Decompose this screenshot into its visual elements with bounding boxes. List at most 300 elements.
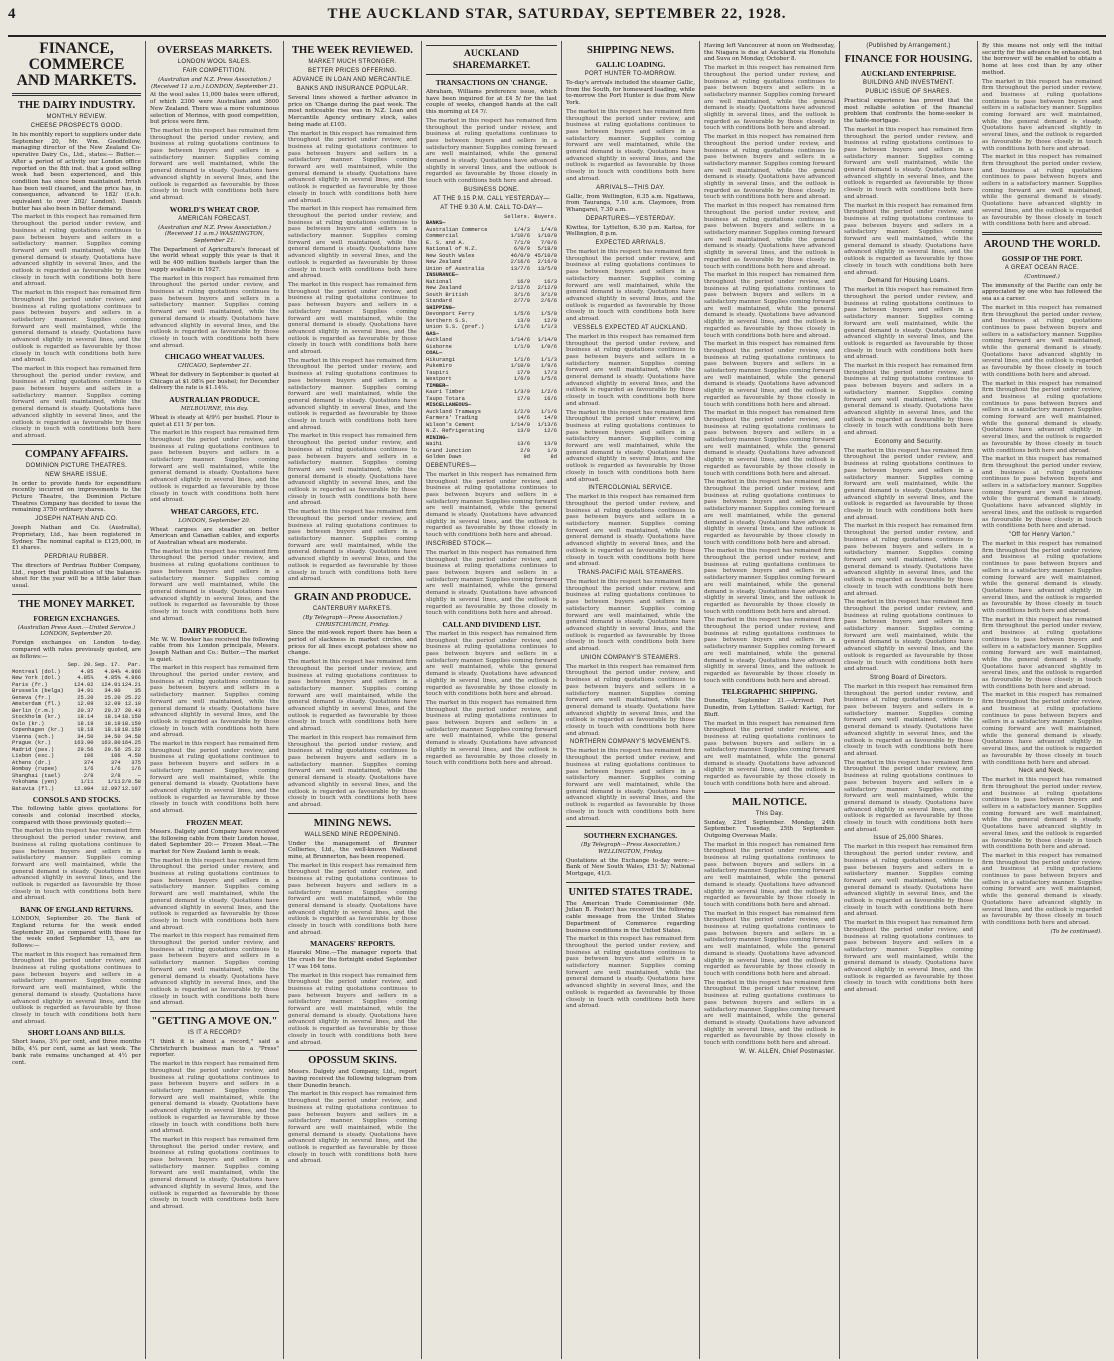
article-body: The market in this respect has remained firm throughout the period under review, and business at ruling quotations continues to pass between buyers and sellers in a satisfactory manner. Supplies coming forward are well maintained, while the general demand is steady. Quotations have advanced slightly in several lines, and the outlook is regarded as favourable by those closely in touch with conditions both here and abroad. xyxy=(426,549,557,617)
table-cell: 1/1/3 xyxy=(540,324,557,331)
table-cell: Grand Junction xyxy=(426,447,472,454)
call-heading: AT THE 9.15 P.M. CALL YESTERDAY— xyxy=(433,195,550,202)
table-cell: Hikurangi xyxy=(426,356,456,363)
table-cell: 1/13/6 xyxy=(537,421,557,428)
table-cell: 374 xyxy=(110,759,121,766)
table-cell: 1/14/0 xyxy=(510,421,531,428)
article-kicker: A GREAT OCEAN RACE. xyxy=(1004,264,1080,271)
table-cell: 12.09 xyxy=(77,701,94,708)
table-cell: Amsterdam (fl.) xyxy=(12,701,61,708)
article-body: Foreign exchanges on London to-day, compared with rates previously quoted, are as follows:— xyxy=(12,640,141,660)
article-body: The market in this respect has remained firm throughout the period under review, and business at ruling quotations continues to pass between buyers and sellers in a satisfactory manner. Supplies coming forward are well maintained, while the general demand is steady. Quotations have advanced slightly in several lines, and the outlook is regarded as favourable by those closely in touch with conditions both here and abroad. xyxy=(150,933,279,1007)
article-subtitle: MARKET MUCH STRONGER. xyxy=(308,59,397,65)
article-body: The market in this respect has remained firm throughout the period under review, and business at ruling quotations continues to pass between buyers and sellers in a satisfactory manner. Supplies coming forward are well maintained, while the general demand is steady. Quotations have advanced slightly in several lines, and the outlook is regarded as favourable by those closely in touch with conditions both here and abroad. xyxy=(426,699,557,767)
table-cell: Union of Australia xyxy=(426,265,485,272)
table-cell: 4.866 xyxy=(124,668,141,675)
table-cell: 17/3 xyxy=(544,369,557,376)
table-cell: Paris (fr.) xyxy=(12,681,48,688)
table-cell: 1/1/6 xyxy=(513,356,531,363)
table-cell: Standard xyxy=(426,298,452,305)
table-cell: 1/14/6 xyxy=(510,337,531,344)
article-body: The market in this respect has remained firm throughout the period under review, and business at ruling quotations continues to pass between buyers and sellers in a satisfactory manner. Supplies coming forward are well maintained, while the general demand is steady. Quotations have advanced slightly in several lines, and the outlook is regarded as favourable by those closely in touch with conditions both here and abroad. xyxy=(566,494,695,568)
table-cell: 2/8 xyxy=(110,772,121,779)
article-body: LONDON, September 20. The Bank of England returns for the week ended September 20, as compared with those for the week ended September 13, are as follows:— xyxy=(12,916,141,949)
article-body: The market in this respect has remained firm throughout the period under review, and business at ruling quotations continues to pass between buyers and sellers in a satisfactory manner. Supplies coming forward are well maintained, while the general demand is steady. Quotations have advanced slightly in several lines, and the outlook is regarded as favourable by those closely in touch with conditions both here and abroad. xyxy=(566,579,695,653)
column-housing xyxy=(840,41,978,1359)
table-cell: Devonport Ferry xyxy=(426,311,475,318)
article-body: The market in this respect has remained firm throughout the period under review, and business at ruling quotations continues to pass between buyers and sellers in a satisfactory manner. Supplies coming forward are well maintained, while the general demand is steady. Quotations have advanced slightly in several lines, and the outlook is regarded as favourable by those closely in touch with conditions both here and abroad. xyxy=(288,862,417,936)
article-body: The market in this respect has remained firm throughout the period under review, and business at ruling quotations continues to pass between buyers and sellers in a satisfactory manner. Supplies coming forward are well maintained, while the general demand is steady. Quotations have advanced slightly in several lines, and the outlook is regarded as favourable by those closely in touch with conditions both here and abroad. xyxy=(12,365,141,439)
table-cell: 16/6 xyxy=(544,395,557,402)
table-cell: Prague (kr.) xyxy=(12,740,51,747)
article-title: DAIRY PRODUCE. xyxy=(182,625,247,635)
table-cell: 1/2/0 xyxy=(513,408,531,415)
table-cell: 20.37 xyxy=(104,707,121,714)
table-section-label: GAS— xyxy=(426,330,439,337)
article-body: The market in this respect has remained firm throughout the period under review, and business at ruling quotations continues to pass between buyers and sellers in a satisfactory manner. Supplies coming forward are well maintained, while the general demand is steady. Quotations have advanced slightly in several lines, and the outlook is regarded as favourable by those closely in touch with conditions both here and abroad. xyxy=(844,126,973,200)
article-body: Wheat is steady at 4/9½ per bushel. Flour is quiet at £11 5/ per ton. xyxy=(150,414,279,428)
section-heading: Demand for Housing Loans. xyxy=(867,278,950,285)
article-body: Mr. W. W. Bowker has received the following cable from his London principals, Messrs. Joseph Nathan and Co.: Butter.—The market is quiet. xyxy=(150,636,279,663)
table-cell: 1/2/6 xyxy=(540,389,557,396)
article-body: The Department of Agriculture's forecast of the world wheat supply this year is that it will be 400 million bushels larger than the supply available in 1927. xyxy=(150,246,279,273)
article-body: The market in this respect has remained firm throughout the period under review, and business at ruling quotations continues to pass between buyers and sellers in a satisfactory manner. Supplies coming forward are well maintained, while the general demand is steady. Quotations have advanced slightly in several lines, and the outlook is regarded as favourable by those closely in touch with conditions both here and abroad. xyxy=(704,548,835,615)
table-cell: 12.10 xyxy=(124,701,141,708)
table-header-row: Sep. 20. Sep. 17. Par. xyxy=(67,662,141,669)
table-cell: 13/6 xyxy=(517,441,531,448)
section-heading: Neck and Neck. xyxy=(1018,768,1066,775)
table-cell: 7/0/6 xyxy=(540,239,557,246)
article-kicker: FAIR COMPETITION. xyxy=(182,68,247,74)
table-cell: 2/0 xyxy=(520,447,531,454)
article-title: WORLD'S WHEAT CROP. xyxy=(169,204,260,214)
page-number: 4 xyxy=(8,6,16,22)
table-row xyxy=(12,786,141,793)
table-cell: 374 xyxy=(83,759,94,766)
article-body: The market in this respect has remained firm throughout the period under review, and business at ruling quotations continues to pass between buyers and sellers in a satisfactory manner. Supplies coming forward are well maintained, while the general demand is steady. Quotations have advanced slightly in several lines, and the outlook is regarded as favourable by those closely in touch with conditions both here and abroad. xyxy=(844,363,973,437)
table-cell: 4.50 xyxy=(128,753,141,760)
article-body: The market in this respect has remained firm throughout the period under review, and business at ruling quotations continues to pass between buyers and sellers in a satisfactory manner. Supplies coming forward are well maintained, while the general demand is steady. Quotations have advanced slightly in several lines, and the outlook is regarded as favourable by those closely in touch with conditions both here and abroad. xyxy=(566,333,695,407)
table-cell: 1/1/6 xyxy=(540,408,557,415)
table-cell: 18.159 xyxy=(121,720,141,727)
article-body: The market in this respect has remained firm throughout the period under review, and business at ruling quotations continues to pass between buyers and sellers in a satisfactory manner. Supplies coming forward are well maintained, while the general demand is steady. Quotations have advanced slightly in several lines, and the outlook is regarded as favourable by those closely in touch with conditions both here and abroad. xyxy=(566,108,695,182)
article-body: The market in this respect has remained firm throughout the period under review, and business at ruling quotations continues to pass between buyers and sellers in a satisfactory manner. Supplies coming forward are well maintained, while the general demand is steady. Quotations have advanced slightly in several lines, and the outlook is regarded as favourable by those closely in touch with conditions both here and abroad. xyxy=(704,479,835,546)
article-subtitle: SHORT LOANS AND BILLS. xyxy=(27,1028,126,1038)
article-title: MINING NEWS. xyxy=(313,817,392,829)
article-body: The market in this respect has remained firm throughout the period under review, and business at ruling quotations continues to pass between buyers and sellers in a satisfactory manner. Supplies coming forward are well maintained, while the general demand is steady. Quotations have advanced slightly in several lines, and the outlook is regarded as favourable by those closely in touch with conditions both here and abroad. xyxy=(426,630,557,698)
article-body: Kiwitea, for Lyttelton, 6.30 p.m. Kaitoa, for Wellington, 8 p.m. xyxy=(566,224,695,238)
article-body: The immensity of the Pacific can only be appreciated by one who has followed the sea as a career. xyxy=(982,282,1102,303)
table-cell: Geneva (fr.) xyxy=(12,694,51,701)
article-subtitle: GALLIC LOADING. xyxy=(595,60,666,69)
article-kicker: PUBLIC ISSUE OF SHARES. xyxy=(865,89,952,95)
table-cell: 14/0 xyxy=(544,415,557,422)
article-body: "I think it is about a record," said a Christchurch business man to a "Press" reporter. xyxy=(150,1039,279,1059)
continued-label: (To be continued). xyxy=(1050,928,1102,935)
column-week-reviewed xyxy=(284,41,422,1359)
article-body: Quotations at the Exchange to-day were:— Bank of New South Wales, £51 5/; National Mortgage, 41/3. xyxy=(566,857,695,878)
table-cell: 1/11 xyxy=(80,779,94,786)
article-body: The market in this respect has remained firm throughout the period under review, and business at ruling quotations continues to pass between buyers and sellers in a satisfactory manner. Supplies coming forward are well maintained, while the general demand is steady. Quotations have advanced slightly in several lines, and the outlook is regarded as favourable by those closely in touch with conditions both here and abroad. xyxy=(150,1061,279,1135)
article-body: The market in this respect has remained firm throughout the period under review, and business at ruling quotations continues to pass between buyers and sellers in a satisfactory manner. Supplies coming forward are well maintained, while the general demand is steady. Quotations have advanced slightly in several lines, and the outlook is regarded as favourable by those closely in touch with conditions both here and abroad. xyxy=(288,206,417,280)
article-kicker: PORT HUNTER TO-MORROW. xyxy=(584,71,677,77)
table-cell: New York (dol.) xyxy=(12,675,61,682)
table-cell: Brussels (belga) xyxy=(12,688,64,695)
article-body: The market in this respect has remained firm throughout the period under review, and business at ruling quotations continues to pass between buyers and sellers in a satisfactory manner. Supplies coming forward are well maintained, while the general demand is steady. Quotations have advanced slightly in several lines, and the outlook is regarded as favourable by those closely in touch with conditions both here and abroad. xyxy=(844,683,973,757)
table-cell: 7/1/0 xyxy=(513,239,531,246)
table-cell: 12.09 xyxy=(104,701,121,708)
table-cell: 13/0 xyxy=(517,317,531,324)
article-kicker: NEW SHARE ISSUE. xyxy=(45,471,108,478)
article-body: The market in this respect has remained firm throughout the period under review, and business at ruling quotations continues to pass between buyers and sellers in a satisfactory manner. Supplies coming forward are well maintained, while the general demand is steady. Quotations have advanced slightly in several lines, and the outlook is regarded as favourable by those closely in touch with conditions both here and abroad. xyxy=(288,972,417,1046)
table-cell: 163.90 xyxy=(74,740,94,747)
table-cell: 1/5/0 xyxy=(540,311,557,318)
article-body: The market in this respect has remained firm throughout the period under review, and business at ruling quotations continues to pass between buyers and sellers in a satisfactory manner. Supplies coming forward are well maintained, while the general demand is steady. Quotations have advanced slightly in several lines, and the outlook is regarded as favourable by those closely in touch with conditions both here and abroad. xyxy=(566,748,695,822)
article-subtitle: WALLSEND MINE REOPENING. xyxy=(304,831,401,838)
article-body: The market in this respect has remained firm throughout the period under review, and business at ruling quotations continues to pass between buyers and sellers in a satisfactory manner. Supplies coming forward are well maintained, while the general demand is steady. Quotations have advanced slightly in several lines, and the outlook is regarded as favourable by those closely in touch with conditions both here and abroad. xyxy=(150,548,279,622)
article-body: The market in this respect has remained firm throughout the period under review, and business at ruling quotations continues to pass between buyers and sellers in a satisfactory manner. Supplies coming forward are well maintained, while the general demand is steady. Quotations have advanced slightly in several lines, and the outlook is regarded as favourable by those closely in touch with conditions both here and abroad. xyxy=(704,979,835,1047)
column-shipping xyxy=(562,41,700,1359)
table-cell: Taupiri xyxy=(426,369,449,376)
section-heading: VESSELS EXPECTED AT AUCKLAND. xyxy=(573,324,688,331)
table-cell: Vienna (sch.) xyxy=(12,733,55,740)
table-cell: Batavia (fl.) xyxy=(12,785,55,792)
article-body: The market in this respect has remained firm throughout the period under review, and business at ruling quotations continues to pass between buyers and sellers in a satisfactory manner. Supplies coming forward are well maintained, while the general demand is steady. Quotations have advanced slightly in several lines, and the outlook is regarded as favourable by those closely in touch with conditions both here and abroad. xyxy=(12,290,141,364)
article-body: Abraham, Williams preference issue, which have been inquired for at £4 5/ for the last couple of weeks, changed hands at the call this morning at £4 7/. xyxy=(426,89,557,116)
article-title: AROUND THE WORLD. xyxy=(983,238,1101,250)
article-body: At the wool sales 11,000 bales were offered, of which 2300 were Australian and 3600 New Zealand. There was a more voluminous selection of Merinos, with good competition, but prices were firm. xyxy=(150,92,279,126)
table-cell: 18.14 xyxy=(104,714,121,721)
table-cell: 2/12/0 xyxy=(537,285,557,292)
article-body: The market in this respect has remained firm throughout the period under review, and business at ruling quotations continues to pass between buyers and sellers in a satisfactory manner. Supplies coming forward are well maintained, while the general demand is steady. Quotations have advanced slightly in several lines, and the outlook is regarded as favourable by those closely in touch with conditions both here and abroad. xyxy=(982,456,1102,530)
article-subtitle: This Day. xyxy=(755,810,784,817)
article-title: MANAGERS' REPORTS. xyxy=(310,939,395,949)
table-cell: 34.91 xyxy=(77,688,94,695)
table-cell: 2/6/6 xyxy=(540,298,557,305)
article-body: The market in this respect has remained firm throughout the period under review, and business at ruling quotations continues to pass between buyers and sellers in a satisfactory manner. Supplies coming forward are well maintained, while the general demand is steady. Quotations have advanced slightly in several lines, and the outlook is regarded as favourable by those closely in touch with conditions both here and abroad. xyxy=(288,130,417,204)
table-cell: 34.50 xyxy=(77,733,94,740)
table-cell: 4.85 xyxy=(80,668,94,675)
article-body: The market in this respect has remained firm throughout the period under review, and business at ruling quotations continues to pass between buyers and sellers in a satisfactory manner. Supplies coming forward are well maintained, while the general demand is steady. Quotations have advanced slightly in several lines, and the outlook is regarded as favourable by those closely in touch with conditions both here and abroad. xyxy=(12,951,141,1025)
table-row xyxy=(12,727,141,734)
table-cell: 106 xyxy=(110,753,121,760)
article-body: Hauraki Mine.—The manager reports that the crush for the fortnight ended September 17 was 164 tons. xyxy=(288,950,417,970)
article-title: THE WEEK REVIEWED. xyxy=(292,45,413,56)
article-title: FROZEN MEAT. xyxy=(186,817,243,827)
article-body: Joseph Nathan and Co. (Australia), Proprietary, Ltd., has been registered in Sydney. The nominal capital is £125,000, in £1 shares. xyxy=(12,525,141,552)
table-section: DEBENTURES— xyxy=(426,462,477,469)
article-subtitle: TRANSACTIONS ON 'CHANGE. xyxy=(435,78,548,87)
article-body: The market in this respect has remained firm throughout the period under review, and business at ruling quotations continues to pass between buyers and sellers in a satisfactory manner. Supplies coming forward are well maintained, while the general demand is steady. Quotations have advanced slightly in several lines, and the outlook is regarded as favourable by those closely in touch with conditions both here and abroad. xyxy=(982,380,1102,454)
table-cell: South British xyxy=(426,291,469,298)
article-body: Short loans, 3½ per cent, and three months bills, 4¼ per cent, same as last week. The bank rate remains unchanged at 4½ per cent. xyxy=(12,1039,141,1066)
article-body: Wheat cargoes are steadier on better American and Canadian cables, and exports of Australian wheat are moderate. xyxy=(150,526,279,547)
article-title: OVERSEAS MARKETS. xyxy=(157,45,272,56)
share-rows xyxy=(426,220,557,461)
article-kicker: BUILDING AND INVESTMENT. xyxy=(863,80,954,86)
table-cell: 6/0/0 xyxy=(513,246,531,253)
section-heading: TRANS-PACIFIC MAIL STEAMERS. xyxy=(577,570,684,576)
table-cell: N.Z. Refrigerating xyxy=(426,428,485,435)
table-cell: Shanghai (tael) xyxy=(12,772,61,779)
table-cell: 13/5/0 xyxy=(537,265,557,272)
table-cell: Bombay (rupee) xyxy=(12,766,58,773)
table-cell: 5/18/0 xyxy=(537,246,557,253)
article-body: The market in this respect has remained firm throughout the period under review, and business at ruling quotations continues to pass between buyers and sellers in a satisfactory manner. Supplies coming forward are well maintained, while the general demand is steady. Quotations have advanced slightly in several lines, and the outlook is regarded as favourable by those closely in touch with conditions both here and abroad. xyxy=(844,202,973,276)
table-cell: 20.37 xyxy=(77,707,94,714)
table-cell: 46/0/0 xyxy=(510,252,531,259)
article-title: THE MONEY MARKET. xyxy=(18,598,135,610)
dateline: (Australian and N.Z. Press Association.) (Received 11 a.m.) LONDON, September 21. xyxy=(150,77,278,90)
table-cell: 1/10/6 xyxy=(510,233,531,240)
table-cell: 12.107 xyxy=(121,785,141,792)
table-cell: Lisbon (esc.) xyxy=(12,753,55,760)
article-body: The market in this respect has remained firm throughout the period under review, and business at ruling quotations continues to pass between buyers and sellers in a satisfactory manner. Supplies coming forward are well maintained, while the general demand is steady. Quotations have advanced slightly in several lines, and the outlook is regarded as favourable by those closely in touch with conditions both here and abroad. xyxy=(566,936,695,1010)
article-title: CHICAGO WHEAT VALUES. xyxy=(164,352,265,362)
dateline: MELBOURNE, this day. xyxy=(180,406,249,413)
call-heading: AT THE 9.30 A.M. CALL TO-DAY— xyxy=(440,204,543,211)
table-cell: 4.84⅞ xyxy=(104,668,121,675)
article-kicker: BANKS AND INSURANCE POPULAR. xyxy=(296,86,409,92)
article-body: Wheat for delivery in September is quoted at Chicago at $1.08⅝ per bushel; for December delivery the rate is $1.14⅛. xyxy=(150,372,279,392)
article-body: Messrs. Dalgety and Company have received the following cable from their London house, dated September 20:— Frozen Meat.—The market for New Zealand lamb is weak. xyxy=(150,828,279,855)
article-body: The market in this respect has remained firm throughout the period under review, and business at ruling quotations continues to pass between buyers and sellers in a satisfactory manner. Supplies coming forward are well maintained, while the general demand is steady. Quotations have advanced slightly in several lines, and the outlook is regarded as favourable by those closely in touch with conditions both here and abroad. xyxy=(982,616,1102,690)
article-body: The market in this respect has remained firm throughout the period under review, and business at ruling quotations continues to pass between buyers and sellers in a satisfactory manner. Supplies coming forward are well maintained, while the general demand is steady. Quotations have advanced slightly in several lines, and the outlook is regarded as favourable by those closely in touch with conditions both here and abroad. xyxy=(704,910,835,977)
table-section-label: MINING— xyxy=(426,434,449,441)
table-cell: 106 xyxy=(83,753,94,760)
article-body: The market in this respect has remained firm throughout the period under review, and business at ruling quotations continues to pass between buyers and sellers in a satisfactory manner. Supplies coming forward are well maintained, while the general demand is steady. Quotations have advanced slightly in several lines, and the outlook is regarded as favourable by those closely in touch with conditions both here and abroad. xyxy=(982,777,1102,851)
section-headline: FINANCE, COMMERCE AND MARKETS. xyxy=(16,41,137,89)
article-body: The American Trade Commissioner (Mr. Julian B. Foster) has received the following cable message from the United States Department of Commerce regarding business conditions in the United States. xyxy=(566,900,695,934)
columns xyxy=(8,41,1106,1359)
table-cell: 1/9/6 xyxy=(540,363,557,370)
article-subtitle: AMERICAN FORECAST. xyxy=(178,215,251,222)
article-subtitle: CONSOLS AND STOCKS. xyxy=(32,795,121,805)
dateline: CHICAGO, September 21. xyxy=(177,363,252,370)
share-table xyxy=(426,214,557,461)
table-cell: 18.19 xyxy=(77,720,94,727)
article-subtitle: MONTHLY REVIEW. xyxy=(46,114,107,120)
table-cell: 12/9 xyxy=(544,317,557,324)
article-title: GRAIN AND PRODUCE. xyxy=(294,591,411,603)
table-cell: 14/6 xyxy=(517,415,531,422)
table-cell: Auckland Tramways xyxy=(426,408,481,415)
table-row xyxy=(426,454,557,461)
table-cell: 13/7/6 xyxy=(510,265,531,272)
article-body: The following table gives quotations for consols and colonial inscribed stocks, compared with those previously quoted:— xyxy=(12,806,141,826)
table-section-label: BANKS— xyxy=(426,220,446,227)
article-body: The market in this respect has remained firm throughout the period under review, and business at ruling quotations continues to pass between buyers and sellers in a satisfactory manner. Supplies coming forward are well maintained, while the general demand is steady. Quotations have advanced slightly in several lines, and the outlook is regarded as favourable by those closely in touch with conditions both here and abroad. xyxy=(288,357,417,431)
table-cell: Gisborne xyxy=(426,343,452,350)
table-cell: Northern S.S. xyxy=(426,317,469,324)
section-heading: Issue of 25,000 Shares. xyxy=(873,835,944,842)
table-cell: National of N.Z. xyxy=(426,246,478,253)
table-cell: Montreal (dol.) xyxy=(12,668,61,675)
article-body: The market in this respect has remained firm throughout the period under review, and business at ruling quotations continues to pass between buyers and sellers in a satisfactory manner. Supplies coming forward are well maintained, while the general demand is steady. Quotations have advanced slightly in several lines, and the outlook is regarded as favourable by those closely in touch with conditions both here and abroad. xyxy=(844,844,973,918)
table-cell: 4.85⅞ xyxy=(77,675,94,682)
article-title: UNITED STATES TRADE. xyxy=(568,886,693,898)
table-cell: 35 xyxy=(134,688,141,695)
table-cell: 1/3/0 xyxy=(513,389,531,396)
article-title: SOUTHERN EXCHANGES. xyxy=(583,831,678,841)
table-cell: 18.14 xyxy=(77,714,94,721)
table-cell: 18.18 xyxy=(77,727,94,734)
table-cell: 1/6/0 xyxy=(513,376,531,383)
table-cell: 4.85⅝ xyxy=(104,675,121,682)
table-cell: 13/0 xyxy=(544,441,557,448)
column-sharemarket xyxy=(422,41,562,1359)
article-body: The market in this respect has remained firm throughout the period under review, and business at ruling quotations continues to pass between buyers and sellers in a satisfactory manner. Supplies coming forward are well maintained, while the general demand is steady. Quotations have advanced slightly in several lines, and the outlook is regarded as favourable by those closely in touch with conditions both here and abroad. xyxy=(704,841,835,908)
article-title: COMPANY AFFAIRS. xyxy=(24,448,129,460)
article-body: The market in this respect has remained firm throughout the period under review, and business at ruling quotations continues to pass between buyers and sellers in a satisfactory manner. Supplies coming forward are well maintained, while the general demand is steady. Quotations have advanced slightly in several lines, and the outlook is regarded as favourable by those closely in touch with conditions both here and abroad. xyxy=(982,304,1102,378)
article-title: THE DAIRY INDUSTRY. xyxy=(17,100,136,111)
article-body: The market in this respect has remained firm throughout the period under review, and business at ruling quotations continues to pass between buyers and sellers in a satisfactory manner. Supplies coming forward are well maintained, while the general demand is steady. Quotations have advanced slightly in several lines, and the outlook is regarded as favourable by those closely in touch with conditions both here and abroad. xyxy=(844,447,973,521)
article-body: The market in this respect has remained firm throughout the period under review, and business at ruling quotations continues to pass between buyers and sellers in a satisfactory manner. Supplies coming forward are well maintained, while the general demand is steady. Quotations have advanced slightly in several lines, and the outlook is regarded as favourable by those closely in touch with conditions both here and abroad. xyxy=(704,617,835,684)
article-body: The market in this respect has remained firm throughout the period under review, and business at ruling quotations continues to pass between buyers and sellers in a satisfactory manner. Supplies coming forward are well maintained, while the general demand is steady. Quotations have advanced slightly in several lines, and the outlook is regarded as favourable by those closely in touch with conditions both here and abroad. xyxy=(704,410,835,477)
table-cell: Westport xyxy=(426,376,452,383)
article-body: The market in this respect has remained firm throughout the period under review, and business at ruling quotations continues to pass between buyers and sellers in a satisfactory manner. Supplies coming forward are well maintained, while the general demand is steady. Quotations have advanced slightly in several lines, and the outlook is regarded as favourable by those closely in touch with conditions both here and abroad. xyxy=(844,920,973,994)
article-body: The market in this respect has remained firm throughout the period under review, and business at ruling quotations continues to pass between buyers and sellers in a satisfactory manner. Supplies coming forward are well maintained, while the general demand is steady. Quotations have advanced slightly in several lines, and the outlook is regarded as favourable by those closely in touch with conditions both here and abroad. xyxy=(288,433,417,507)
table-cell: 2/16/6 xyxy=(510,259,531,266)
article-body: Several lines showed a further advance in price on 'Change during the past week. The most noticeable rise was in N.Z. Loan and Mercantile Agency ordinary stock, sales being made at £105. xyxy=(288,95,417,128)
section-heading: ARRIVALS—THIS DAY. xyxy=(596,184,665,191)
article-title: SHIPPING NEWS. xyxy=(587,45,674,56)
table-cell: Athens (dr.) xyxy=(12,759,51,766)
table-cell: 1/5/6 xyxy=(513,311,531,318)
table-cell: Stockholm (kr.) xyxy=(12,714,61,721)
table-cell: 18.159 xyxy=(121,727,141,734)
dateline: (Australian Press Assn.—United Service.) LONDON, September 20. xyxy=(17,624,136,638)
article-subtitle: AUCKLAND ENTERPRISE. xyxy=(860,69,956,78)
exchange-rows xyxy=(12,669,141,793)
table-row xyxy=(12,714,141,721)
table-cell: Berlin (r.m.) xyxy=(12,707,55,714)
article-body: The market in this respect has remained firm throughout the period under review, and business at ruling quotations continues to pass between buyers and sellers in a satisfactory manner. Supplies coming forward are well maintained, while the general demand is steady. Quotations have advanced slightly in several lines, and the outlook is regarded as favourable by those closely in touch with conditions both here and abroad. xyxy=(150,1136,279,1210)
article-subtitle: FOREIGN EXCHANGES. xyxy=(33,613,120,623)
table-cell: 16/3 xyxy=(544,278,557,285)
article-title: AUSTRALIAN PRODUCE. xyxy=(169,395,260,405)
table-cell: 18.18 xyxy=(104,727,121,734)
article-subtitle: BANK OF ENGLAND RETURNS. xyxy=(20,905,133,915)
exchange-table xyxy=(12,662,141,792)
table-cell: New Zealand xyxy=(426,285,462,292)
table-cell: 4.866 xyxy=(124,675,141,682)
article-body: The market in this respect has remained firm throughout the period under review, and business at ruling quotations continues to pass between buyers and sellers in a satisfactory manner. Supplies coming forward are well maintained, while the general demand is steady. Quotations have advanced slightly in several lines, and the outlook is regarded as favourable by those closely in touch with conditions both here and abroad. xyxy=(150,275,279,349)
table-cell: 1/6 xyxy=(83,766,94,773)
column-overseas xyxy=(146,41,284,1359)
table-cell: 17/9 xyxy=(517,369,531,376)
table-cell: 12/6 xyxy=(544,428,557,435)
table-cell: Kauri Timber xyxy=(426,389,465,396)
table-cell: 2/7/0 xyxy=(513,298,531,305)
table-cell: Union S.S. (pref.) xyxy=(426,324,485,331)
article-body: The market in this respect has remained firm throughout the period under review, and business at ruling quotations continues to pass between buyers and sellers in a satisfactory manner. Supplies coming forward are well maintained, while the general demand is steady. Quotations have advanced slightly in several lines, and the outlook is regarded as favourable by those closely in touch with conditions both here and abroad. xyxy=(844,759,973,833)
table-cell: 8d xyxy=(550,454,557,461)
table-cell: 1/5/6 xyxy=(540,376,557,383)
article-body: The market in this respect has remained firm throughout the period under review, and business at ruling quotations continues to pass between buyers and sellers in a satisfactory manner. Supplies coming forward are well maintained, while the general demand is steady. Quotations have advanced slightly in several lines, and the outlook is regarded as favourable by those closely in touch with conditions both here and abroad. xyxy=(288,659,417,733)
article-subtitle: PERDRIAU RUBBER. xyxy=(44,553,109,560)
table-cell: 34.50 xyxy=(104,733,121,740)
table-cell: 2/12/6 xyxy=(510,285,531,292)
article-body: To-day's arrivals included the steamer Gallic, from the South, for homeward loading, while to-morrow the Port Hunter is due from New York. xyxy=(566,80,695,107)
table-cell: 1/1/0 xyxy=(513,343,531,350)
column-around-the-world xyxy=(978,41,1106,1359)
dateline: (Australian and N.Z. Press Association.) (Received 11 a.m.) WASHINGTON, September 21. xyxy=(158,224,271,245)
section-heading: "Off for Henry Varton." xyxy=(1009,532,1075,538)
table-cell: Pukemiro xyxy=(426,363,452,370)
table-cell: 124.02 xyxy=(74,681,94,688)
table-cell: Madrid (pes.) xyxy=(12,746,55,753)
article-subtitle: LONDON WOOL SALES. xyxy=(177,59,252,65)
table-cell: 3/1/0 xyxy=(540,291,557,298)
article-body: Practical experience has proved that the most reliable solution of the financial problem that confronts the home-seeker is the table-mortgage. xyxy=(844,98,973,125)
article-subtitle: DOMINION PICTURE THEATRES. xyxy=(25,462,128,469)
article-body: Having left Vancouver at noon on Wednesday, the Niagara is due at Auckland via Honolulu and Suva on Monday, October 8. xyxy=(704,43,835,63)
table-cell: 1/10/0 xyxy=(510,363,531,370)
table-cell: 18.19 xyxy=(104,720,121,727)
table-cell: 3/1/6 xyxy=(513,291,531,298)
table-cell: 1/11 xyxy=(107,779,121,786)
table-cell: 2/0.58 xyxy=(121,779,141,786)
table-cell: 29.56 xyxy=(77,746,94,753)
article-body: The market in this respect has remained firm throughout the period under review, and business at ruling quotations continues to pass between buyers and sellers in a satisfactory manner. Supplies coming forward are well maintained, while the general demand is steady. Quotations have advanced slightly in several lines, and the outlook is regarded as favourable by those closely in touch with conditions both here and abroad. xyxy=(288,734,417,808)
table-cell: 17/0 xyxy=(517,395,531,402)
column-shipping-continued xyxy=(700,41,840,1359)
section-heading: NORTHERN COMPANY'S MOVEMENTS. xyxy=(569,739,692,746)
article-body: The market in this respect has remained firm throughout the period under review, and business at ruling quotations continues to pass between buyers and sellers in a satisfactory manner. Supplies coming forward are well maintained, while the general demand is steady. Quotations have advanced slightly in several lines, and the outlook is regarded as favourable by those closely in touch with conditions both here and abroad. xyxy=(982,692,1102,766)
article-body: The market in this respect has remained firm throughout the period under review, and business at ruling quotations continues to pass between buyers and sellers in a satisfactory manner. Supplies coming forward are well maintained, while the general demand is steady. Quotations have advanced slightly in several lines, and the outlook is regarded as favourable by those closely in touch with conditions both here and abroad. xyxy=(704,203,835,270)
table-cell: Wilson's Cement xyxy=(426,421,475,428)
article-body: In order to provide funds for expenditure recently incurred on improvements to the Picture Theatre, the Dominion Picture Theatres Company has decided to issue the remaining 3750 ordinary shares. xyxy=(12,480,141,514)
article-kicker: ADVANCE IN LOAN AND MERCANTILE. xyxy=(292,77,413,83)
table-cell: 18.159 xyxy=(121,714,141,721)
article-body: The directors of Perdriau Rubber Company, Ltd., report that publication of the balance-sheet for the year will be a little later than usual. xyxy=(12,562,141,590)
table-cell: 20.43 xyxy=(124,707,141,714)
article-title: OPOSSUM SKINS. xyxy=(308,1055,397,1067)
article-title: FINANCE FOR HOUSING. xyxy=(844,54,973,65)
article-body: The market in this respect has remained firm throughout the period under review, and business at ruling quotations continues to pass between buyers and sellers in a satisfactory manner. Supplies coming forward are well maintained, while the general demand is steady. Quotations have advanced slightly in several lines, and the outlook is regarded as favourable by those closely in touch with conditions both here and abroad. xyxy=(12,828,141,902)
table-cell: National xyxy=(426,278,452,285)
newspaper-title: THE AUCKLAND STAR, SATURDAY, SEPTEMBER 22, 1928. xyxy=(327,6,787,22)
table-cell: 1/1/6 xyxy=(513,324,531,331)
table-section-label: TIMBER— xyxy=(426,382,449,389)
article-body: The market in this respect has remained firm throughout the period under review, and business at ruling quotations continues to pass between buyers and sellers in a satisfactory manner. Supplies coming forward are well maintained, while the general demand is steady. Quotations have advanced slightly in several lines, and the outlook is regarded as favourable by those closely in touch with conditions both here and abroad. xyxy=(426,471,557,539)
article-body: The market in this respect has remained firm throughout the period under review, and business at ruling quotations continues to pass between buyers and sellers in a satisfactory manner. Supplies coming forward are well maintained, while the general demand is steady. Quotations have advanced slightly in several lines, and the outlook is regarded as favourable by those closely in touch with conditions both here and abroad. xyxy=(150,127,279,201)
section-heading: UNION COMPANY'S STEAMERS. xyxy=(580,654,681,661)
table-cell: Australian Commerce xyxy=(426,226,488,233)
dateline: (By Telegraph—Press Association.) CHRISTCHURCH, Friday. xyxy=(303,614,402,628)
table-cell: 1/6 xyxy=(131,766,141,773)
article-body: The market in this respect has remained firm throughout the period under review, and business at ruling quotations continues to pass between buyers and sellers in a satisfactory manner. Supplies coming forward are well maintained, while the general demand is steady. Quotations have advanced slightly in several lines, and the outlook is regarded as favourable by those closely in touch with conditions both here and abroad. xyxy=(844,523,973,597)
section-heading: Economy and Security. xyxy=(874,438,943,445)
masthead xyxy=(8,6,1106,37)
signature: W. W. ALLEN, Chief Postmaster. xyxy=(739,1048,835,1055)
article-title: MAIL NOTICE. xyxy=(732,796,807,808)
table-cell: Farmers' Trading xyxy=(426,415,478,422)
article-title: WHEAT CARGOES, ETC. xyxy=(170,506,259,516)
table-cell: 1/14/0 xyxy=(537,337,557,344)
section-heading: EXPECTED ARRIVALS. xyxy=(595,240,666,247)
article-body: The market in this respect has remained firm throughout the period under review, and business at ruling quotations continues to pass between buyers and sellers in a satisfactory manner. Supplies coming forward are well maintained, while the general demand is steady. Quotations have advanced slightly in several lines, and the outlook is regarded as favourable by those closely in touch with conditions both here and abroad. xyxy=(566,663,695,737)
table-section-label: MISCELLANEOUS— xyxy=(426,402,472,409)
table-header-row: Sellers. Buyers. xyxy=(504,213,557,220)
table-cell: 9d xyxy=(523,454,531,461)
table-section: INSCRIBED STOCK— xyxy=(426,540,492,547)
article-body: The market in this respect has remained firm throughout the period under review, and business at ruling quotations continues to pass between buyers and sellers in a satisfactory manner. Supplies coming forward are well maintained, while the general demand is steady. Quotations have advanced slightly in several lines, and the outlook is regarded as favourable by those closely in touch with conditions both here and abroad. xyxy=(704,720,835,787)
table-cell: 1/4/3 xyxy=(513,226,531,233)
article-body: The market in this respect has remained firm throughout the period under review, and business at ruling quotations continues to pass between buyers and sellers in a satisfactory manner. Supplies coming forward are well maintained, while the general demand is steady. Quotations have advanced slightly in several lines, and the outlook is regarded as favourable by those closely in touch with conditions both here and abroad. xyxy=(982,852,1102,926)
article-kicker: CHEESE PROSPECTS GOOD. xyxy=(30,123,123,129)
